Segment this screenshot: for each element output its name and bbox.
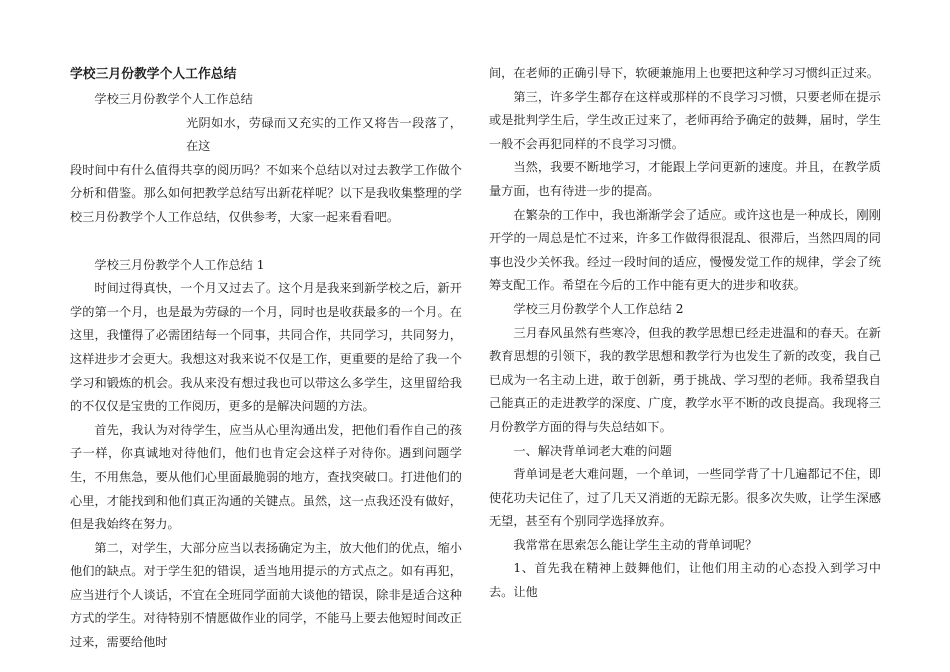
intro-paragraph: 段时间中有什么值得共享的阅历吗？不如来个总结以对过去教学工作做个分析和借鉴。那么如何把教学总结写出新花样呢？以下是我收集整理的学校三月份教学个人工作总结，仅供参考，大家一起来看看吧。 [70,162,462,224]
paragraph-continued: 间，在老师的正确引导下，软硬兼施用上也要把这种学习习惯纠正过来。 [489,66,879,80]
paragraph: 首先，我认为对待学生，应当从心里沟通出发，把他们看作自己的孩子一样，你真诚地对待他们，他们也肯定会这样子对待你。遇到问题学生，不用焦急，要从他们心里面最脆弱的地方，查找突破口。打进他们的心里，才能找到和他们真正沟通的关键点。虽然，这一点我还没有做好，但是我始终在努力。 [70,422,462,532]
section-heading-2: 学校三月份教学个人工作总结 2 [513,301,684,316]
right-column [489,62,881,605]
document-title: 学校三月份教学个人工作总结 [70,67,237,82]
paragraph: 在繁杂的工作中，我也渐渐学会了适应。或许这也是一种成长，刚刚开学的一周总是忙不过来，许多工作做得很混乱、很滞后，当然四周的同事也没少关怀我。经过一段时间的适应，慢慢发觉工作的规律，学会了统筹支配工作。希望在今后的工作中能有更大的进步和收获。 [489,207,881,293]
subheading: 一、解决背单词老大难的问题 [513,443,672,458]
left-column [70,62,462,655]
paragraph: 我常常在思索怎么能让学生主动的背单词呢？ [513,537,758,552]
paragraph: 第二，对学生，大部分应当以表扬确定为主，放大他们的优点，缩小他们的缺点。对于学生犯的错误，适当地用提示的方式点之。如有再犯，应当进行个人谈话，不宜在全班同学面前大谈他的错误，除非是适合这种方式的学生。对待特别不情愿做作业的同学，不能马上要去他短时间改正过来，需要给他时 [70,540,462,650]
intro-first-line: 光阴如水，劳碌而又充实的工作又将告一段落了，在这 [186,115,462,154]
paragraph: 1、首先我在精神上鼓舞他们，让他们用主动的心态投入到学习中去。让他 [489,561,881,600]
paragraph: 时间过得真快，一个月又过去了。这个月是我来到新学校之后，新开学的第一个月，也是最为劳碌的一个月，同时也是收获最多的一个月。在这里，我懂得了必需团结每一个同事，共同合作，共同学习，共同努力，这样进步才会更大。我想这对我来说不仅是工作，更重要的是给了我一个学习和锻炼的机会。我从来没有想过我也可以带这么多学生，这里留给我的不仅仅是宝贵的工作阅历，更多的是解决问题的方法。 [70,281,462,414]
paragraph: 背单词是老大难问题，一个单词，一些同学背了十几遍都记不住，即使花功夫记住了，过了几天又消逝的无踪无影。很多次失败，让学生深感无望，甚至有个别同学选择放弃。 [489,467,881,529]
paragraph: 当然，我要不断地学习，才能跟上学问更新的速度。并且，在教学质量方面，也有待进一步的提高。 [489,160,881,198]
section-heading-1: 学校三月份教学个人工作总结 1 [94,257,265,272]
paragraph: 第三，许多学生都存在这样或那样的不良学习习惯，只要老师在提示或是批判学生后，学生改正过来了，老师再给予确定的鼓舞，届时，学生一般不会再犯同样的不良学习习惯。 [489,89,881,151]
paragraph: 三月春风虽然有些寒冷，但我的教学思想已经走进温和的春天。在新教育思想的引领下，我的教学思想和教学行为也发生了新的改变，我自己已成为一名主动上进，敢于创新，勇于挑战、学习型的老师。我希望我自己能真正的走进教学的深度、广度，教学水平不断的改良提高。我现将三月份教学方面的得与失总结如下。 [489,325,881,434]
document-subtitle: 学校三月份教学个人工作总结 [94,92,253,106]
section-spacer [70,230,462,254]
